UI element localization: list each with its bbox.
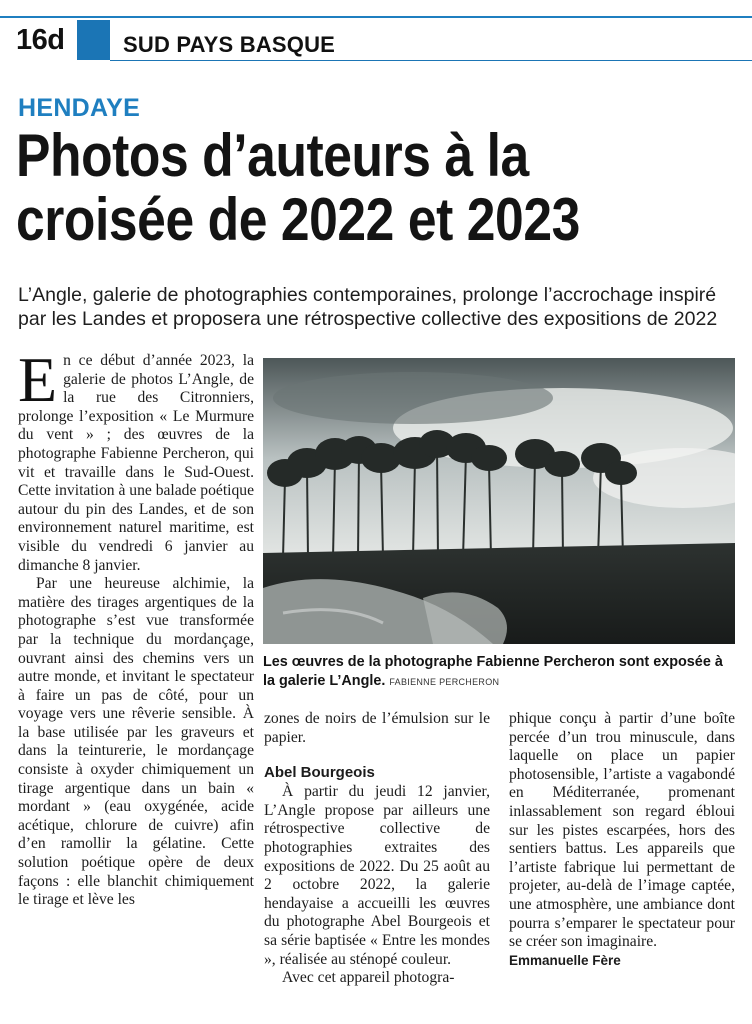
paragraph-3: À partir du jeudi 12 janvier, L’Angle propose par ailleurs une rétrospective collective de photographies extraites des expositions de 2022. Du 25 août au 2 octobre 2022, la galerie hendayaise a accueilli les œuvres du photographe Abel Bourgeois et sa série baptisée « Entre les mondes », réalisée au sténopé couleur.	[264, 783, 490, 968]
author-signature: Emmanuelle Fère	[509, 952, 621, 968]
article-column-1	[18, 344, 254, 910]
page-number: 16d	[16, 24, 65, 56]
article-column-3	[509, 710, 735, 970]
article-subhead: Abel Bourgeois	[264, 764, 375, 782]
article-lead	[18, 283, 734, 331]
drop-cap: E	[18, 344, 58, 415]
article-column-2	[264, 710, 490, 988]
lead-line-2: par les Landes et proposera une rétrospective collective des expositions de 2022	[18, 308, 718, 330]
paragraph-4-continued: phique conçu à partir d’une boîte percée d’un trou minuscule, dans laquelle on place un papier photosensible, l’artiste a vagabondé en Méditerranée, promenant inlassablement son regard ébloui sur les pistes escarpées, hors des sentiers battus. Les appareils que l’artiste fabrique lui permettant de projeter, au-delà de l’image captée, une atmosphère, une ambiance dont pourra s’emparer le spectateur pour se créer son imaginaire.	[509, 710, 735, 951]
lead-line-1: L’Angle, galerie de photographies contemporaines, prolonge l’accrochage inspiré	[18, 284, 717, 306]
paragraph-2-end: zones de noirs de l’émulsion sur le papier.	[264, 710, 490, 746]
headline-line-2: croisée de 2022 et 2023	[16, 186, 580, 253]
paragraph-4-start: Avec cet appareil photogra-	[282, 969, 455, 987]
caption-text: Les œuvres de la photographe Fabienne Percheron sont exposée à la galerie L’Angle.	[263, 654, 723, 689]
header-rule	[110, 60, 752, 61]
page-header	[0, 20, 752, 62]
page-color-block	[77, 20, 110, 60]
pine-landscape-image	[263, 358, 735, 644]
top-rule	[0, 16, 752, 18]
section-title: SUD PAYS BASQUE	[123, 32, 336, 57]
article-photo	[263, 358, 735, 644]
photo-caption	[263, 653, 735, 691]
paragraph-2: Par une heureuse alchimie, la matière des tirages argentiques de la photographe s’est vue transformée par la technique du mordançage, ouvrant ainsi des chemins vers un autre monde, et invitant le spectateur à faire un pas de côté, pour un voyage vers une rêverie sensible. À la base utilisée par les graveurs et dans la teinturerie, le mordançage consiste à oxyder chimiquement un tirage argentique dans un bain « mordant » (eau oxygénée, acide acétique, chlorure de cuivre) afin d’en ramollir la gélatine. Cette solution poétique opère de deux façons : elle blanchit chimiquement le tirage et lève les	[18, 575, 254, 909]
headline-line-1: Photos d’auteurs à la	[16, 122, 529, 189]
article-kicker: HENDAYE	[18, 94, 141, 122]
photo-credit: FABIENNE PERCHERON	[389, 676, 500, 687]
paragraph-1-text: n ce début d’année 2023, la galerie de photos L’Angle, de la rue des Citronniers, prolonge l’exposition « Le Murmure du vent » ; des œuvres de la photographe Fabienne Percheron, qui vit et travaille dans le Sud-Ouest. Cette invitation à une balade poétique autour du pin des Landes, et de son environnement naturel maritime, est visible du vendredi 6 janvier au dimanche 8 janvier.	[18, 352, 254, 574]
paragraph-1	[18, 344, 254, 575]
article-headline	[16, 124, 644, 252]
